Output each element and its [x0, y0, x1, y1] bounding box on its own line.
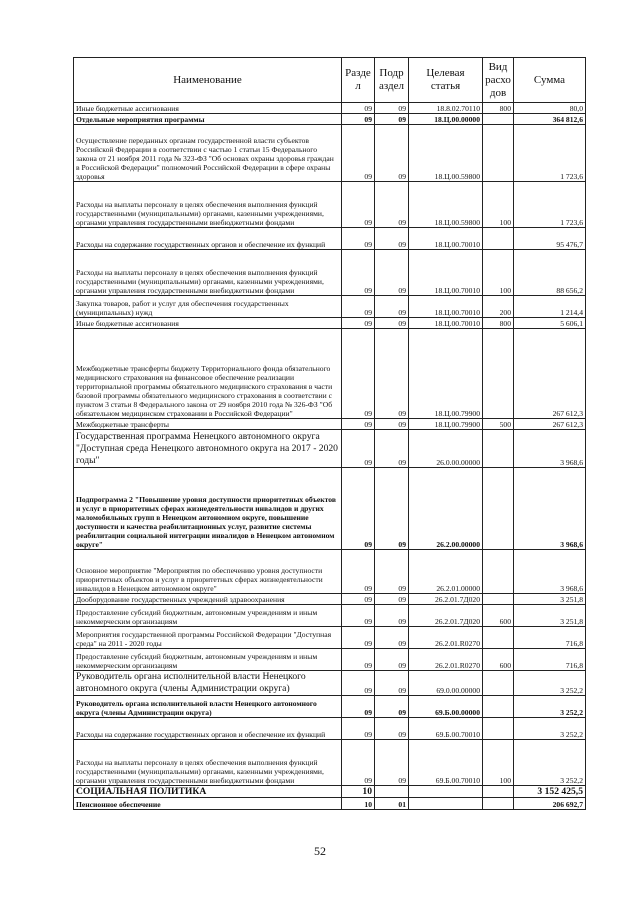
cell-podrazdel: 09 — [375, 114, 409, 125]
cell-podrazdel: 09 — [375, 649, 409, 671]
cell-name: Расходы на содержание государственных органов и обеспечение их функций — [74, 718, 342, 740]
cell-sum: 1 214,4 — [514, 296, 586, 318]
cell-vid: 800 — [483, 103, 514, 114]
cell-name: Расходы на содержание государственных органов и обеспечение их функций — [74, 228, 342, 250]
cell-target: 18.Ц.00.70010 — [409, 250, 483, 296]
cell-podrazdel: 09 — [375, 296, 409, 318]
cell-target: 69.Б.00.70010 — [409, 740, 483, 786]
cell-vid: 100 — [483, 182, 514, 228]
cell-podrazdel: 09 — [375, 329, 409, 419]
table-row — [74, 718, 586, 740]
cell-name: Руководитель органа исполнительной власти Ненецкого автономного округа (члены Администрации округа) — [74, 696, 342, 718]
cell-razdel: 09 — [342, 329, 375, 419]
header-vid: Вид расхо дов — [483, 58, 514, 103]
cell-razdel: 09 — [342, 627, 375, 649]
cell-target: 69.0.00.00000 — [409, 671, 483, 696]
cell-razdel: 09 — [342, 296, 375, 318]
cell-target: 18.Ц.00.70010 — [409, 296, 483, 318]
cell-podrazdel: 09 — [375, 103, 409, 114]
cell-razdel: 09 — [342, 419, 375, 430]
cell-vid — [483, 718, 514, 740]
cell-sum: 3 968,6 — [514, 468, 586, 550]
cell-podrazdel: 09 — [375, 318, 409, 329]
cell-podrazdel — [375, 786, 409, 798]
cell-name: Расходы на выплаты персоналу в целях обеспечения выполнения функций государственными (муниципальными) органами, казенными учреждениями, органами управления государственными внебюджетными фондами — [74, 182, 342, 228]
budget-page — [73, 57, 585, 810]
cell-sum: 3 252,2 — [514, 671, 586, 696]
cell-sum: 1 723,6 — [514, 182, 586, 228]
table-row — [74, 228, 586, 250]
cell-podrazdel: 09 — [375, 605, 409, 627]
cell-razdel: 09 — [342, 430, 375, 468]
cell-sum: 1 723,6 — [514, 125, 586, 182]
cell-razdel: 09 — [342, 605, 375, 627]
cell-vid — [483, 550, 514, 594]
cell-vid: 600 — [483, 649, 514, 671]
cell-name: Иные бюджетные ассигнования — [74, 318, 342, 329]
table-header-row — [74, 58, 586, 103]
cell-name: Руководитель органа исполнительной власти Ненецкого автономного округа (члены Администрации округа) — [74, 671, 342, 696]
cell-podrazdel: 09 — [375, 125, 409, 182]
cell-podrazdel: 09 — [375, 740, 409, 786]
cell-name: Дооборудование государственных учреждений здравоохранения — [74, 594, 342, 605]
table-row — [74, 798, 586, 810]
cell-name: Государственная программа Ненецкого автономного округа "Доступная среда Ненецкого автономного округа на 2017 - 2020 годы" — [74, 430, 342, 468]
cell-razdel: 09 — [342, 696, 375, 718]
header-razdel: Разде л — [342, 58, 375, 103]
table-row — [74, 296, 586, 318]
cell-sum: 3 252,2 — [514, 740, 586, 786]
cell-target — [409, 798, 483, 810]
cell-razdel: 09 — [342, 103, 375, 114]
cell-name: Иные бюджетные ассигнования — [74, 103, 342, 114]
cell-vid — [483, 671, 514, 696]
cell-razdel: 10 — [342, 798, 375, 810]
table-row — [74, 594, 586, 605]
cell-target: 18.Ц.00.00000 — [409, 114, 483, 125]
cell-sum: 3 251,8 — [514, 594, 586, 605]
cell-razdel: 09 — [342, 550, 375, 594]
cell-name: Основное мероприятие "Мероприятия по обеспечению уровня доступности приоритетных объектов и услуг в приоритетных сферах жизнедеятельности инвалидов в Ненецком автономном округе" — [74, 550, 342, 594]
cell-vid — [483, 228, 514, 250]
cell-razdel: 09 — [342, 649, 375, 671]
cell-razdel: 09 — [342, 125, 375, 182]
header-sum: Сумма — [514, 58, 586, 103]
header-target: Целевая статья — [409, 58, 483, 103]
cell-vid: 100 — [483, 250, 514, 296]
cell-name: Подпрограмма 2 "Повышение уровня доступности приоритетных объектов и услуг в приоритетных сферах жизнедеятельности инвалидов и других маломобильных групп в Ненецком автономном округе, повышение доступности и качества реабилитационных услуг, развитие системы реабилитации социальной интеграции инвалидов в Ненецком автономном округе" — [74, 468, 342, 550]
cell-podrazdel: 09 — [375, 419, 409, 430]
cell-razdel: 09 — [342, 740, 375, 786]
cell-vid: 500 — [483, 419, 514, 430]
cell-sum: 206 692,7 — [514, 798, 586, 810]
table-row — [74, 671, 586, 696]
cell-target: 18.8.02.70110 — [409, 103, 483, 114]
budget-table — [73, 57, 586, 810]
cell-name: Межбюджетные трансферты — [74, 419, 342, 430]
cell-name: Расходы на выплаты персоналу в целях обеспечения выполнения функций государственными (муниципальными) органами, казенными учреждениями, органами управления государственными внебюджетными фондами — [74, 250, 342, 296]
cell-podrazdel: 09 — [375, 228, 409, 250]
cell-name: СОЦИАЛЬНАЯ ПОЛИТИКА — [74, 786, 342, 798]
cell-target: 18.Ц.00.59800 — [409, 182, 483, 228]
cell-sum: 3 252,2 — [514, 718, 586, 740]
cell-sum: 95 476,7 — [514, 228, 586, 250]
cell-target: 18.Ц.00.70010 — [409, 228, 483, 250]
cell-target: 18.Ц.00.79900 — [409, 419, 483, 430]
table-row — [74, 125, 586, 182]
cell-vid: 800 — [483, 318, 514, 329]
cell-target: 26.2.01.00000 — [409, 550, 483, 594]
cell-name: Предоставление субсидий бюджетным, автономным учреждениям и иным некоммерческим организациям — [74, 649, 342, 671]
table-row — [74, 786, 586, 798]
header-podrazdel: Подр аздел — [375, 58, 409, 103]
cell-razdel: 09 — [342, 468, 375, 550]
cell-name: Осуществление переданных органам государственной власти субъектов Российской Федерации в соответствии с частью 1 статьи 15 Федерального закона от 21 ноября 2011 года № 323-ФЗ "Об основах охраны здоровья граждан в Российской Федерации" полномочий Российской Федерации в сфере охраны здоровья — [74, 125, 342, 182]
cell-target: 69.Б.00.00000 — [409, 696, 483, 718]
cell-razdel: 09 — [342, 114, 375, 125]
cell-podrazdel: 09 — [375, 671, 409, 696]
cell-podrazdel: 09 — [375, 550, 409, 594]
cell-target: 18.Ц.00.59800 — [409, 125, 483, 182]
cell-vid — [483, 468, 514, 550]
cell-sum: 3 968,6 — [514, 550, 586, 594]
cell-razdel: 09 — [342, 228, 375, 250]
cell-target: 26.0.00.00000 — [409, 430, 483, 468]
cell-sum: 716,8 — [514, 649, 586, 671]
cell-razdel: 10 — [342, 786, 375, 798]
cell-name: Мероприятия государственной программы Российской Федерации "Доступная среда" на 2011 - 2020 годы — [74, 627, 342, 649]
cell-podrazdel: 09 — [375, 594, 409, 605]
cell-sum: 80,0 — [514, 103, 586, 114]
cell-podrazdel: 09 — [375, 696, 409, 718]
cell-name: Расходы на выплаты персоналу в целях обеспечения выполнения функций государственными (муниципальными) органами, казенными учреждениями, органами управления государственными внебюджетными фондами — [74, 740, 342, 786]
cell-vid: 100 — [483, 740, 514, 786]
cell-target: 26.2.01.7Д020 — [409, 594, 483, 605]
table-row — [74, 419, 586, 430]
cell-podrazdel: 09 — [375, 182, 409, 228]
cell-podrazdel: 09 — [375, 468, 409, 550]
cell-target: 18.Ц.00.70010 — [409, 318, 483, 329]
table-row — [74, 696, 586, 718]
table-row — [74, 250, 586, 296]
cell-podrazdel: 09 — [375, 627, 409, 649]
cell-podrazdel: 01 — [375, 798, 409, 810]
table-body — [74, 103, 586, 810]
cell-razdel: 09 — [342, 318, 375, 329]
cell-sum: 364 812,6 — [514, 114, 586, 125]
cell-razdel: 09 — [342, 718, 375, 740]
cell-podrazdel: 09 — [375, 718, 409, 740]
page-number: 52 — [314, 844, 326, 858]
cell-target: 26.2.01.R0270 — [409, 627, 483, 649]
table-row — [74, 114, 586, 125]
table-row — [74, 103, 586, 114]
table-row — [74, 182, 586, 228]
table-row — [74, 550, 586, 594]
cell-vid: 600 — [483, 605, 514, 627]
cell-vid — [483, 125, 514, 182]
cell-vid — [483, 786, 514, 798]
cell-vid — [483, 329, 514, 419]
cell-target: 26.2.01.7Д020 — [409, 605, 483, 627]
table-row — [74, 649, 586, 671]
header-name: Наименование — [74, 58, 342, 103]
table-row — [74, 740, 586, 786]
cell-sum: 716,8 — [514, 627, 586, 649]
cell-sum: 5 606,1 — [514, 318, 586, 329]
table-row — [74, 329, 586, 419]
cell-name: Предоставление субсидий бюджетным, автономным учреждениям и иным некоммерческим организациям — [74, 605, 342, 627]
cell-vid — [483, 627, 514, 649]
cell-sum: 3 252,2 — [514, 696, 586, 718]
cell-razdel: 09 — [342, 182, 375, 228]
cell-target: 26.2.00.00000 — [409, 468, 483, 550]
cell-target — [409, 786, 483, 798]
cell-razdel: 09 — [342, 671, 375, 696]
cell-sum: 3 152 425,5 — [514, 786, 586, 798]
cell-target: 26.2.01.R0270 — [409, 649, 483, 671]
cell-vid — [483, 594, 514, 605]
cell-vid — [483, 696, 514, 718]
cell-podrazdel: 09 — [375, 430, 409, 468]
cell-razdel: 09 — [342, 250, 375, 296]
cell-podrazdel: 09 — [375, 250, 409, 296]
table-row — [74, 318, 586, 329]
cell-name: Закупка товаров, работ и услуг для обеспечения государственных (муниципальных) нужд — [74, 296, 342, 318]
table-row — [74, 605, 586, 627]
cell-razdel: 09 — [342, 594, 375, 605]
cell-sum: 267 612,3 — [514, 419, 586, 430]
cell-target: 69.Б.00.70010 — [409, 718, 483, 740]
cell-sum: 88 656,2 — [514, 250, 586, 296]
cell-sum: 267 612,3 — [514, 329, 586, 419]
cell-vid: 200 — [483, 296, 514, 318]
table-row — [74, 627, 586, 649]
cell-vid — [483, 798, 514, 810]
cell-sum: 3 968,6 — [514, 430, 586, 468]
cell-vid — [483, 114, 514, 125]
cell-name: Пенсионное обеспечение — [74, 798, 342, 810]
cell-sum: 3 251,8 — [514, 605, 586, 627]
table-row — [74, 430, 586, 468]
cell-vid — [483, 430, 514, 468]
cell-target: 18.Ц.00.79900 — [409, 329, 483, 419]
cell-name: Межбюджетные трансферты бюджету Территориального фонда обязательного медицинского страхования на финансовое обеспечение реализации территориальной программы обязательного медицинского страхования в части базовой программы обязательного медицинского страхования в соответствии с пунктом 3 статьи 8 Федерального закона от 29 ноября 2010 года № 326-ФЗ "Об обязательном медицинском страховании в Российской Федерации" — [74, 329, 342, 419]
table-row — [74, 468, 586, 550]
cell-name: Отдельные мероприятия программы — [74, 114, 342, 125]
